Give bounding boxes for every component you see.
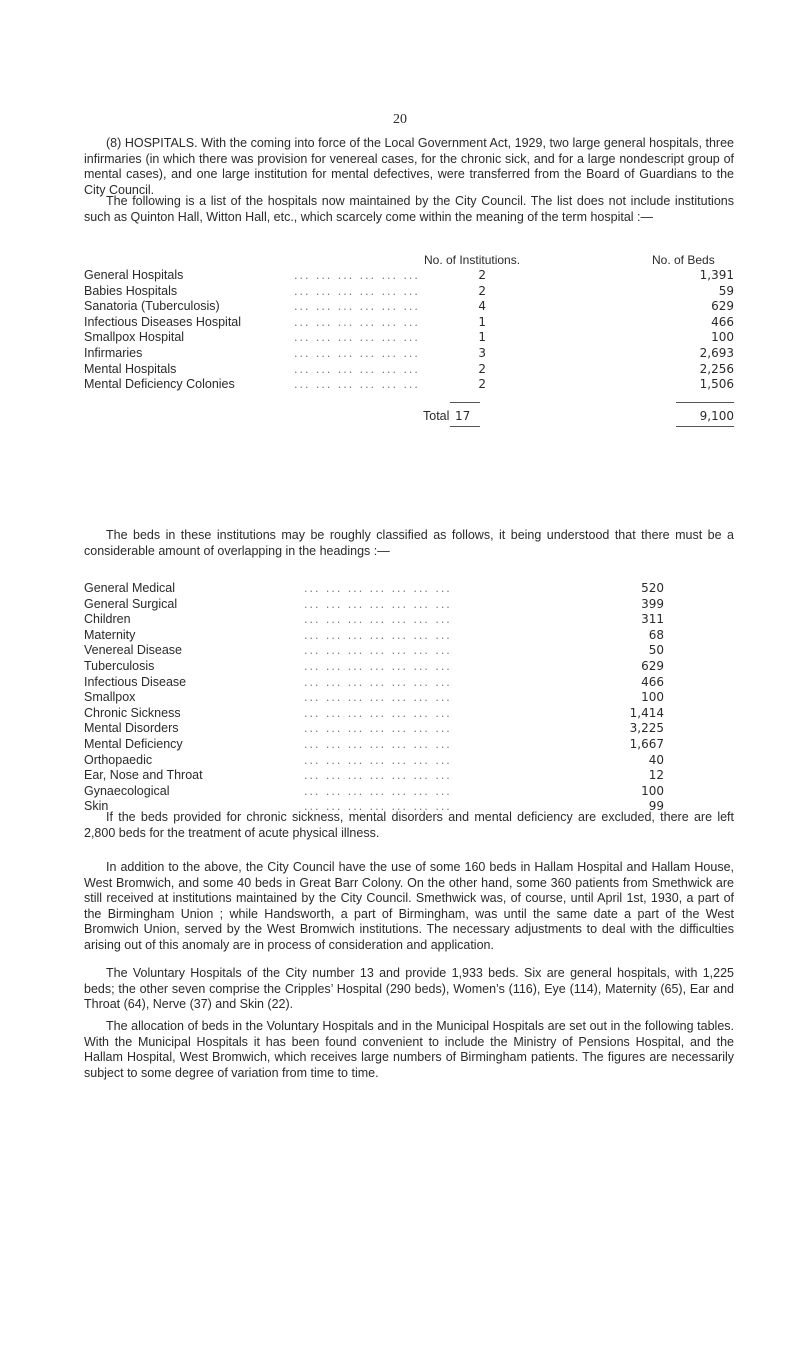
leader-dots: ... ... ... ... ... ...: [294, 299, 420, 314]
beds-value: 466: [641, 674, 664, 689]
institutions-count: 1: [478, 314, 486, 329]
row-label: Maternity: [84, 627, 136, 642]
table-row: [84, 706, 664, 722]
beds-count: 59: [718, 283, 734, 298]
row-label: Infectious Disease: [84, 674, 187, 689]
leader-dots: ... ... ... ... ... ... ...: [304, 674, 452, 689]
row-label: General Medical: [84, 581, 176, 595]
beds-classification-table: [84, 581, 664, 815]
row-label: Skin: [84, 799, 109, 814]
institutions-count: 2: [478, 283, 486, 298]
total-label: Total: [423, 409, 450, 423]
row-label: Infirmaries: [84, 345, 143, 360]
beds-count: 1,391: [699, 268, 734, 282]
table-row: [84, 268, 734, 284]
row-label: Orthopaedic: [84, 752, 153, 767]
institutions-count: 1: [478, 330, 486, 345]
leader-dots: ... ... ... ... ... ...: [294, 330, 420, 345]
leader-dots: ... ... ... ... ... ... ...: [304, 783, 452, 798]
beds-value: 100: [641, 690, 664, 705]
row-label: Children: [84, 612, 131, 627]
leader-dots: ... ... ... ... ... ...: [294, 314, 420, 329]
table-row: [84, 362, 734, 378]
paragraph-excluded-beds: If the beds provided for chronic sickness, mental disorders and mental deficiency are excluded, there are left 2,800 beds for the treatment of acute physical illness.: [84, 810, 734, 840]
table-row: [84, 377, 734, 393]
paragraph-list-intro: The following is a list of the hospitals now maintained by the City Council. The list does not include institutions such as Quinton Hall, Witton Hall, etc., which scarcely come within the meaning of the term hospital :—: [84, 194, 734, 224]
beds-count: 629: [711, 299, 734, 314]
table-row: [84, 315, 734, 331]
leader-dots: ... ... ... ... ... ... ...: [304, 752, 452, 767]
institutions-count: 2: [478, 377, 486, 392]
row-label: Babies Hospitals: [84, 283, 178, 298]
table-row: [84, 753, 664, 769]
leader-dots: ... ... ... ... ... ... ...: [304, 721, 452, 736]
leader-dots: ... ... ... ... ... ...: [294, 377, 420, 392]
table-row: [84, 659, 664, 675]
row-label: Smallpox Hospital: [84, 330, 185, 345]
paragraph-voluntary-hospitals: The Voluntary Hospitals of the City number 13 and provide 1,933 beds. Six are general hospitals, with 1,225 beds; the other seven comprise the Cripples’ Hospital (290 beds), Women’s (116), Eye (114), Maternity (65), Ear and Throat (64), Nerve (37) and Skin (22).: [84, 966, 734, 1011]
total-rule-institutions: [450, 426, 480, 427]
leader-dots: ... ... ... ... ... ... ...: [304, 799, 452, 814]
beds-count: 2,256: [699, 361, 734, 376]
leader-dots: ... ... ... ... ... ... ...: [304, 596, 452, 611]
table-row: [84, 737, 664, 753]
row-label: Ear, Nose and Throat: [84, 768, 203, 783]
leader-dots: ... ... ... ... ... ... ...: [304, 581, 452, 595]
row-label: Mental Deficiency: [84, 736, 183, 751]
row-label: Mental Hospitals: [84, 361, 177, 376]
subtotal-rule-institutions: [450, 402, 480, 403]
leader-dots: ... ... ... ... ... ... ...: [304, 627, 452, 642]
beds-value: 3,225: [629, 721, 664, 736]
beds-column-header: No. of Beds: [652, 253, 715, 267]
row-label: General Surgical: [84, 596, 178, 611]
beds-value: 12: [648, 768, 664, 783]
paragraph-additional-beds: In addition to the above, the City Council have the use of some 160 beds in Hallam Hospital and Hallam House, West Bromwich, and some 40 beds in Great Barr Colony. On the other hand, some 360 patients from Smethwick are still received at institutions maintained by the City Council. Smethwick was, of course, until April 1st, 1930, a part of the Birmingham Union ; while Handsworth, a part of Birmingham, was until the same date a part of the West Bromwich Union, served by the West Bromwich institutions. The necessary adjustments to deal with the difficulties arising out of this anomaly are in process of consideration and application.: [84, 860, 734, 952]
beds-value: 99: [648, 799, 664, 814]
institutions-column-header: No. of Institutions.: [424, 253, 521, 267]
table-row: [84, 346, 734, 362]
leader-dots: ... ... ... ... ... ... ...: [304, 658, 452, 673]
leader-dots: ... ... ... ... ... ... ...: [304, 768, 452, 783]
institutions-table: [84, 268, 734, 393]
table-row: [84, 330, 734, 346]
row-label: Infectious Diseases Hospital: [84, 314, 242, 329]
paragraph-beds-intro: The beds in these institutions may be roughly classified as follows, it being understood that there must be a considerable amount of overlapping in the headings :—: [84, 528, 734, 558]
total-institutions: 17: [455, 409, 471, 423]
beds-count: 466: [711, 314, 734, 329]
row-label: Gynaecological: [84, 783, 170, 798]
beds-value: 520: [641, 581, 664, 595]
row-label: Mental Disorders: [84, 721, 179, 736]
beds-value: 629: [641, 658, 664, 673]
leader-dots: ... ... ... ... ... ... ...: [304, 705, 452, 720]
subtotal-rule-beds: [676, 402, 734, 403]
leader-dots: ... ... ... ... ... ... ...: [304, 736, 452, 751]
table-row: [84, 784, 664, 800]
table-row: [84, 721, 664, 737]
row-label: Tuberculosis: [84, 658, 155, 673]
beds-value: 50: [648, 643, 664, 658]
row-label: Venereal Disease: [84, 643, 182, 658]
institutions-count: 2: [478, 361, 486, 376]
table-row: [84, 690, 664, 706]
table-row: [84, 628, 664, 644]
total-rule-beds: [676, 426, 734, 427]
beds-value: 100: [641, 783, 664, 798]
institutions-count: 3: [478, 345, 486, 360]
beds-count: 1,506: [699, 377, 734, 392]
page-number: 20: [393, 112, 407, 127]
beds-count: 100: [711, 330, 734, 345]
row-label: Sanatoria (Tuberculosis): [84, 299, 220, 314]
row-label: General Hospitals: [84, 268, 184, 282]
beds-value: 311: [641, 612, 664, 627]
row-label: Mental Deficiency Colonies: [84, 377, 235, 392]
total-beds: 9,100: [699, 409, 734, 423]
table-row: [84, 768, 664, 784]
table-row: [84, 284, 734, 300]
beds-value: 399: [641, 596, 664, 611]
institutions-count: 2: [478, 268, 486, 282]
beds-value: 40: [648, 752, 664, 767]
table-row: [84, 581, 664, 597]
beds-value: 1,414: [629, 705, 664, 720]
beds-value: 68: [648, 627, 664, 642]
table-row: [84, 643, 664, 659]
leader-dots: ... ... ... ... ... ... ...: [304, 643, 452, 658]
beds-value: 1,667: [629, 736, 664, 751]
leader-dots: ... ... ... ... ... ...: [294, 283, 420, 298]
table-row: [84, 612, 664, 628]
table-row: [84, 597, 664, 613]
paragraph-hospitals-intro: (8) HOSPITALS. With the coming into force of the Local Government Act, 1929, two large general hospitals, three infirmaries (in which there was provision for venereal cases, for the chronic sick, and for a large nondescript group of mental cases), and one large institution for mental defectives, were transferred from the Board of Guardians to the City Council.: [84, 136, 734, 197]
beds-count: 2,693: [699, 345, 734, 360]
table-row: [84, 675, 664, 691]
row-label: Chronic Sickness: [84, 705, 181, 720]
institutions-count: 4: [478, 299, 486, 314]
leader-dots: ... ... ... ... ... ... ...: [304, 690, 452, 705]
row-label: Smallpox: [84, 690, 136, 705]
paragraph-allocation: The allocation of beds in the Voluntary Hospitals and in the Municipal Hospitals are set out in the following tables. With the Municipal Hospitals it has been found convenient to include the Ministry of Pensions Hospital, and the Hallam Hospital, West Bromwich, which receives large numbers of Birmingham patients. The figures are necessarily subject to some degree of variation from time to time.: [84, 1019, 734, 1080]
leader-dots: ... ... ... ... ... ...: [294, 345, 420, 360]
leader-dots: ... ... ... ... ... ...: [294, 361, 420, 376]
leader-dots: ... ... ... ... ... ...: [294, 268, 420, 282]
table-row: [84, 299, 734, 315]
leader-dots: ... ... ... ... ... ... ...: [304, 612, 452, 627]
